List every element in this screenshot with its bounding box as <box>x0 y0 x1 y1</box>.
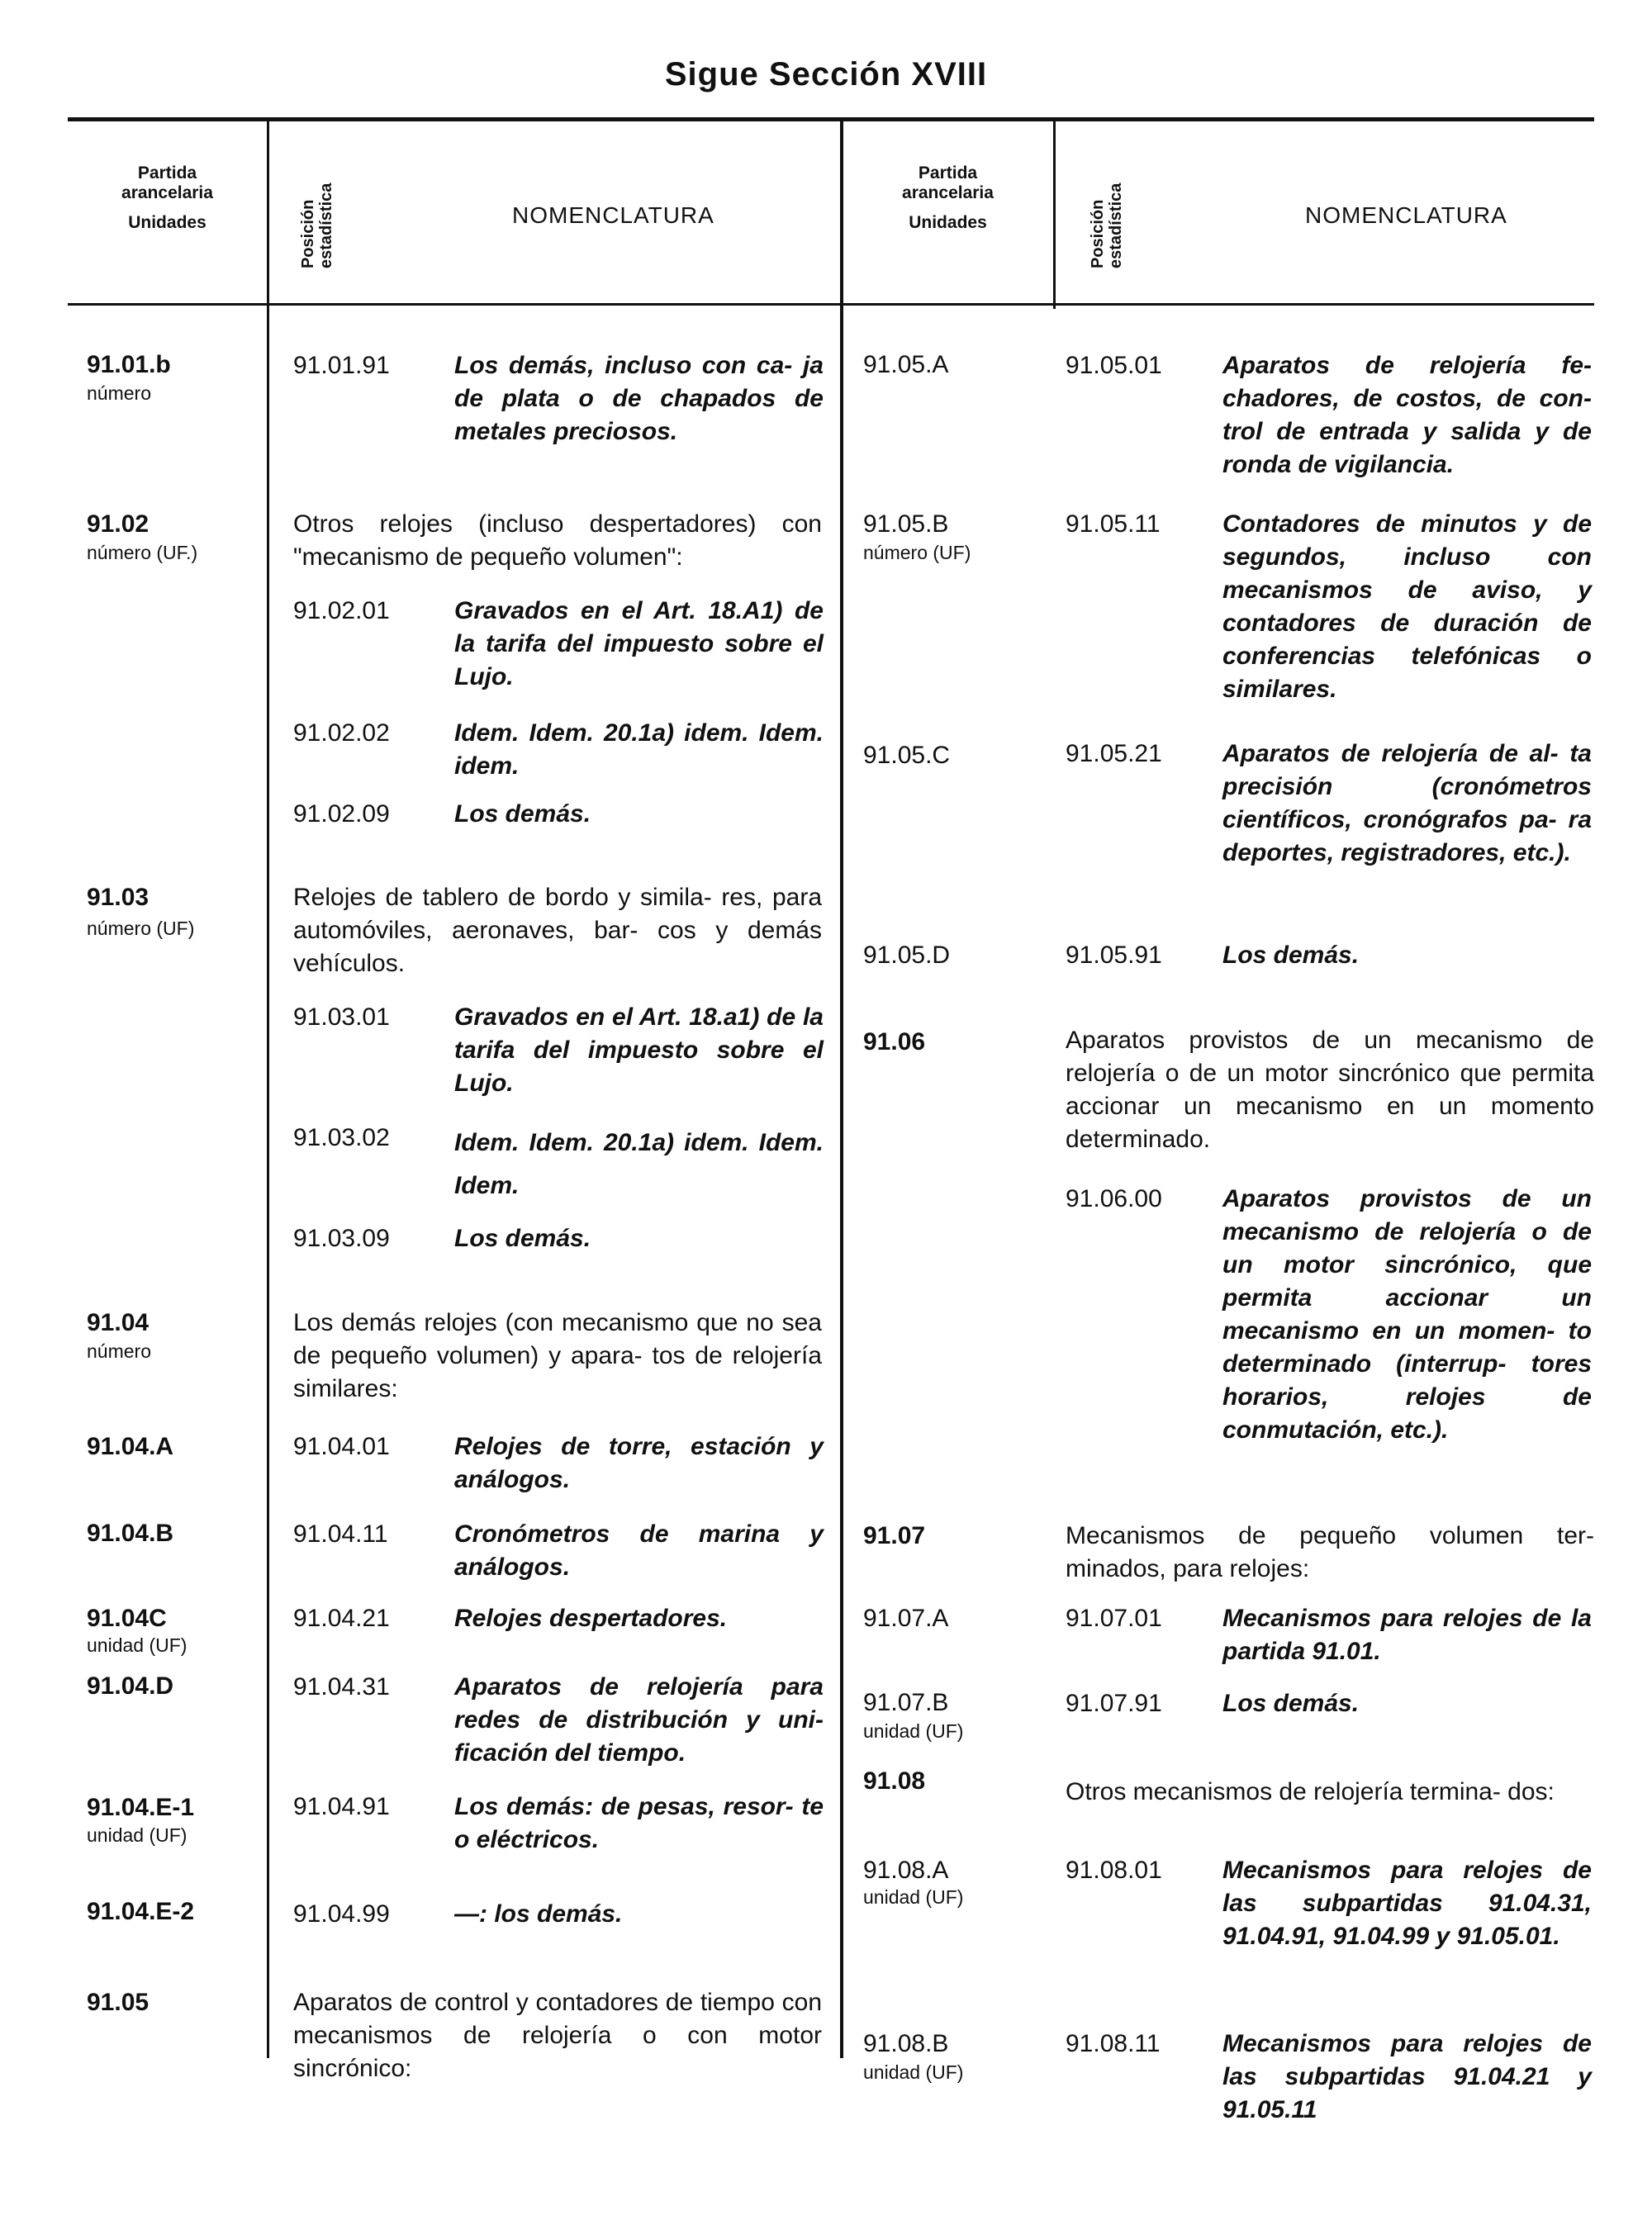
posicion-code: 91.08.11 <box>1066 2030 1161 2057</box>
posicion-code: 91.05.01 <box>1066 352 1162 379</box>
header-partida-right <box>847 159 1049 238</box>
posicion-code: 91.04.01 <box>293 1433 390 1460</box>
posicion-code: 91.07.91 <box>1066 1690 1162 1717</box>
posicion-code: 91.02.09 <box>293 800 390 828</box>
posicion-code: 91.06.00 <box>1066 1185 1162 1212</box>
nomenclatura-text: Mecanismos para relojes de la partida 91.01. <box>1222 1605 1592 1665</box>
posicion-code: 91.02.01 <box>293 597 390 624</box>
posicion-code: 91.02.02 <box>293 719 390 747</box>
nomenclatura-text: Cronómetros de marina y análogos. <box>454 1520 824 1581</box>
posicion-code: 91.08.01 <box>1066 1857 1162 1884</box>
header-partida-line1: Partida <box>137 164 197 183</box>
partida-unit: número (UF.) <box>87 542 198 563</box>
posicion-code: 91.04.21 <box>293 1605 390 1632</box>
page-title: Sigue Sección XVIII <box>664 56 988 92</box>
partida-code: 91.02 <box>87 510 150 538</box>
nomenclatura-text: Relojes de torre, estación y análogos. <box>454 1433 824 1493</box>
partida-code: 91.03 <box>87 884 150 911</box>
partida-heading: Aparatos de control y contadores de tiempo con mecanismos de relojería o con motor sincrónico: <box>293 1989 822 2082</box>
nomenclatura-text: Idem. Idem. 20.1a) idem. Idem. Idem. <box>454 1129 824 1199</box>
partida-heading: Otros mecanismos de relojería termina- dos: <box>1066 1778 1555 1805</box>
nomenclatura-text: Relojes despertadores. <box>454 1605 728 1632</box>
partida-unit: unidad (UF) <box>87 1824 188 1846</box>
partida-code: 91.07.A <box>863 1605 949 1632</box>
header-posicion-line1: Posición <box>1089 199 1107 268</box>
header-partida-line1: Partida <box>918 164 978 183</box>
header-posicion-line2: estadística <box>1107 183 1125 268</box>
partida-heading: Relojes de tablero de bordo y simila- res, para automóviles, aeronaves, bar- cos y demás vehículos. <box>293 884 822 977</box>
header-partida-line2: arancelaria <box>121 183 213 202</box>
posicion-code: 91.03.01 <box>293 1003 390 1031</box>
nomenclatura-text: Los demás. <box>454 800 591 828</box>
posicion-code: 91.04.91 <box>293 1793 390 1820</box>
partida-code: 91.07 <box>863 1522 926 1549</box>
header-nomenclatura-left: NOMENCLATURA <box>512 202 714 228</box>
nomenclatura-text: Contadores de minutos y de segundos, incluso con mecanismos de aviso, y contadores de duración de conferencias telefónicas o similares. <box>1222 510 1592 703</box>
partida-code: 91.04.A <box>87 1433 174 1460</box>
column-divider-right-1 <box>1053 117 1056 309</box>
header-posicion-line1: Posición <box>299 199 317 268</box>
partida-code: 91.04.E-1 <box>87 1794 195 1821</box>
header-unidades: Unidades <box>128 213 206 232</box>
nomenclatura-text: Mecanismos para relojes de las subpartidas 91.04.31, 91.04.91, 91.04.99 y 91.05.01. <box>1222 1857 1592 1950</box>
partida-unit: número <box>87 1340 151 1362</box>
posicion-code: 91.04.31 <box>293 1673 390 1701</box>
nomenclatura-text: Gravados en el Art. 18.a1) de la tarifa del impuesto sobre el Lujo. <box>454 1003 824 1097</box>
partida-heading: Aparatos provistos de un mecanismo de relojería o de un motor sincrónico que permita accionar un mecanismo en un momento determinado. <box>1066 1027 1594 1153</box>
header-bottom-rule <box>68 303 1594 306</box>
partida-code: 91.05 <box>87 1989 150 2016</box>
nomenclatura-text: Aparatos de relojería de al- ta precisión (cronómetros científicos, cronógrafos pa- ra deportes, registradores, etc.). <box>1222 740 1592 866</box>
partida-unit: número (UF) <box>863 542 971 563</box>
partida-unit: unidad (UF) <box>87 1634 188 1656</box>
partida-unit: unidad (UF) <box>863 1720 964 1742</box>
header-partida-line2: arancelaria <box>902 183 994 202</box>
partida-code: 91.04.E-2 <box>87 1898 195 1925</box>
nomenclatura-text: Los demás, incluso con ca- ja de plata o de chapados de metales preciosos. <box>454 352 824 445</box>
nomenclatura-text: Los demás: de pesas, resor- te o eléctricos. <box>454 1793 824 1853</box>
nomenclatura-text: Mecanismos para relojes de las subpartidas 91.04.21 y 91.05.11 <box>1222 2030 1592 2123</box>
column-divider-left-1 <box>267 117 269 2058</box>
posicion-code: 91.05.21 <box>1066 740 1162 767</box>
partida-code: 91.04.D <box>87 1672 174 1700</box>
table-top-rule <box>68 117 1594 121</box>
partida-code: 91.04 <box>87 1309 150 1336</box>
partida-code: 91.04C <box>87 1605 167 1632</box>
posicion-code: 91.04.99 <box>293 1900 390 1928</box>
partida-code: 91.08.A <box>863 1857 949 1884</box>
posicion-code: 91.03.09 <box>293 1225 390 1252</box>
column-divider-center <box>840 117 843 2058</box>
partida-code: 91.08 <box>863 1767 926 1795</box>
header-unidades: Unidades <box>909 213 987 232</box>
header-nomenclatura-right: NOMENCLATURA <box>1305 202 1507 228</box>
nomenclatura-text: Los demás. <box>454 1225 591 1252</box>
partida-heading: Los demás relojes (con mecanismo que no sea de pequeño volumen) y apara- tos de relojería similares: <box>293 1309 822 1402</box>
partida-code: 91.04.B <box>87 1520 174 1547</box>
posicion-code: 91.03.02 <box>293 1124 390 1151</box>
nomenclatura-text: Los demás. <box>1222 1690 1360 1717</box>
partida-code: 91.05.C <box>863 742 951 769</box>
nomenclatura-text: —: los demás. <box>454 1900 623 1928</box>
partida-code: 91.05.A <box>863 351 949 378</box>
posicion-code: 91.04.11 <box>293 1520 388 1548</box>
partida-code: 91.05.B <box>863 510 949 538</box>
posicion-code: 91.05.11 <box>1066 510 1161 538</box>
nomenclatura-text: Gravados en el Art. 18.A1) de la tarifa del impuesto sobre el Lujo. <box>454 597 824 690</box>
partida-unit: unidad (UF) <box>863 1886 964 1908</box>
header-partida-left <box>74 159 260 238</box>
partida-code: 91.05.D <box>863 942 951 969</box>
partida-heading: Mecanismos de pequeño volumen ter- minados, para relojes: <box>1066 1522 1594 1582</box>
partida-code: 91.01.b <box>87 351 171 378</box>
partida-unit: unidad (UF) <box>863 2061 964 2083</box>
nomenclatura-text: Aparatos de relojería para redes de distribución y uni- ficación del tiempo. <box>454 1673 824 1767</box>
partida-unit: número <box>87 382 151 404</box>
posicion-code: 91.05.91 <box>1066 942 1162 969</box>
nomenclatura-text: Aparatos de relojería fe- chadores, de costos, de con- trol de entrada y salida y de ronda de vigilancia. <box>1222 352 1592 478</box>
partida-code: 91.07.B <box>863 1689 949 1716</box>
header-posicion-left <box>299 183 335 268</box>
posicion-code: 91.01.91 <box>293 352 390 379</box>
posicion-code: 91.07.01 <box>1066 1605 1162 1632</box>
nomenclatura-text: Aparatos provistos de un mecanismo de relojería o de un motor sincrónico, que permita accionar un mecanismo en un momen- to determinado (interrup- tores horarios, relojes de conmutación, etc.). <box>1222 1185 1592 1444</box>
nomenclatura-text: Los demás. <box>1222 942 1360 969</box>
partida-unit: número (UF) <box>87 918 195 939</box>
partida-heading: Otros relojes (incluso despertadores) con "mecanismo de pequeño volumen": <box>293 510 822 571</box>
header-posicion-line2: estadística <box>317 183 335 268</box>
header-posicion-right <box>1089 183 1125 268</box>
partida-code: 91.06 <box>863 1028 926 1055</box>
nomenclatura-text: Idem. Idem. 20.1a) idem. Idem. idem. <box>454 719 824 780</box>
partida-code: 91.08.B <box>863 2030 949 2057</box>
